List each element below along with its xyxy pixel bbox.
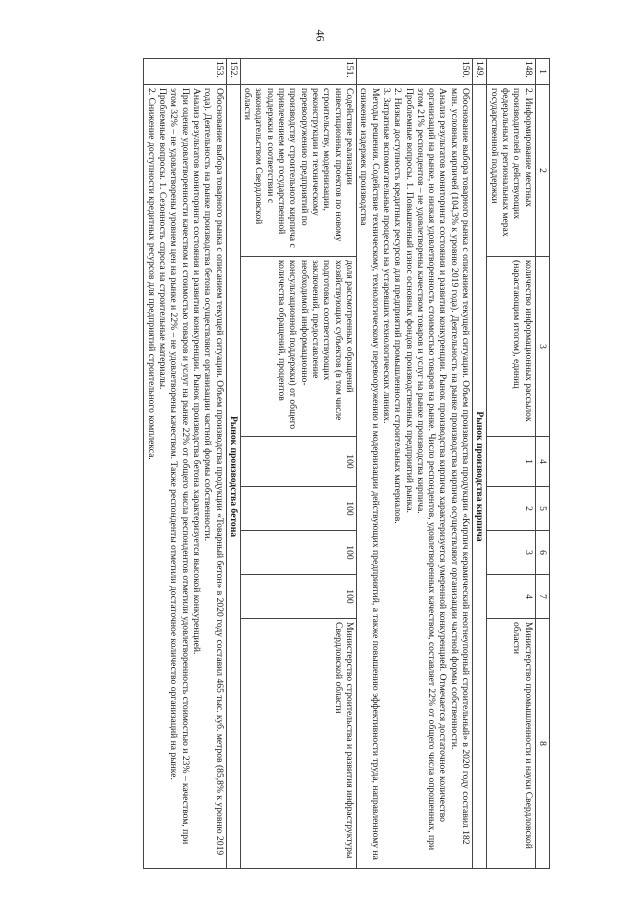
market-description [357,85,473,869]
responsible-cell: Министерство промышленности и науки Свердловской области [487,619,535,869]
header-cell: 7 [535,575,549,619]
indicator-cell: доля рассмотренных обращений хозяйствующих субъектов (в том числе подготовка соответствующих заключений, предоставление необходимой информационно-консультационной поддержки) от общего количества обращений, процентов [240,257,356,437]
header-cell: 4 [535,437,549,487]
table-row [487,59,535,869]
paragraph: Обоснование выбора товарного рынка с описанием текущей ситуации. Объем производства продукции «Товарный бетон» в 2020 году составил 465 тыс. куб. метров (85,8% к уровню 2019 года). Деятельность на рынке производства бетона осуществляют организации частной формы собственности. [202,88,225,856]
paragraph: 2. Снижение доступности кредитных ресурсов для предприятий строительного комплекса. [145,88,157,460]
paragraph: Анализ результатов мониторинга состояния и развития конкуренции. Рынок производства бетона характеризуется высокой конкуренцией. [190,88,202,655]
value-cell: 2 [487,487,535,531]
paragraph: Проблемные вопросы. 1. Сезонность спроса на строительные материалы. [157,88,168,390]
header-cell: 8 [535,619,549,869]
description-row [357,59,473,869]
value-cell: 100 [240,437,356,487]
row-number: 151. [240,59,356,85]
paragraph: Обоснование выбора товарного рынка с описанием текущей ситуации. Объем производства продукции «Кирпич керамический неогнеупорный строительный» в 2020 году составил 182 млн. условных кирпичей (104,3% к уровню 2019 года). Деятельность на рынке производства кирпича осуществляют организации частной формы собственности. [448,88,472,845]
paragraph: Методы решения. Содействие техническому, технологическому перевооружению и модернизации действующих предприятий, а также повышению эффективности труда, направленному на снижение издержек производства [358,88,381,860]
row-number: 148. [487,59,535,85]
row-number: 150. [357,59,473,85]
value-cell: 100 [240,531,356,575]
section-title: Рынок производства кирпича [473,85,487,869]
value-cell: 3 [487,531,535,575]
paragraph: Проблемные вопросы. 1. Повышенный износ основных фондов производственных предприятий рынка. [403,88,415,513]
row-number: 149. [473,59,487,85]
row-number: 152. [226,59,240,85]
row-number: 153. [144,59,226,85]
value-cell: 1 [487,437,535,487]
section-row [226,59,240,869]
header-cell: 5 [535,487,549,531]
paragraph: При оценке удовлетворенности качеством и стоимостью товаров и услуг на рынке 22% от общего числа респондентов отметили удовлетворенность стоимостью и 23% – качеством, при этом 32% – не удовлетворены уровнем цен на рынке и 22% – не удовлетворены качеством. Также респонденты отметили достаточное количество организаций на рынке. [168,88,191,845]
responsible-cell: Министерство строительства и развития инфраструктуры Свердловской области [240,619,356,869]
description-row [144,59,226,869]
paragraph: Анализ результатов мониторинга состояния и развития конкуренции. Рынок производства кирпича характеризуется умеренной конкуренцией. Отмечается достаточное количество организаций на рынке, но низкая удовлетворенность стоимостью товаров на рынке. Число респондентов, удовлетворенных качеством, составляет 22% от общего числа опрошенных, при этом 21% респондентов – не удовлетворены качеством товаров и услуг на рынке производства кирпича. [414,88,449,851]
rotated-page-content [70,58,550,868]
value-cell: 4 [487,575,535,619]
section-title: Рынок производства бетона [226,85,240,869]
paragraph: 3. Затратные вспомогательные процессы на устаревших технологических линиях. [380,88,392,424]
table-row [240,59,356,869]
page-number: 46 [313,29,328,42]
paragraph: 2. Низкая доступность кредитных ресурсов для предприятий промышленности строительных материалов. [392,88,404,524]
header-row [535,59,549,869]
header-cell: 6 [535,531,549,575]
measure-cell: Содействие реализации инвестиционных проектов по новому строительству, модернизации, реконструкции и техническому перевооружению предприятий по производству строительного кирпича с привлечением мер государственной поддержки в соответствии с законодательством Свердловской области [240,85,356,257]
measures-table [143,58,550,869]
market-description [144,85,226,869]
header-cell: 1 [535,59,549,85]
value-cell: 100 [240,575,356,619]
header-cell: 2 [535,85,549,257]
value-cell: 100 [240,487,356,531]
header-cell: 3 [535,257,549,437]
measure-cell: 2. Информирование местных производителей о действующих федеральных и региональных мерах государственной поддержки [487,85,535,257]
indicator-cell: количество информационных рассылок (нарастающим итогом), единиц [487,257,535,437]
section-row [473,59,487,869]
